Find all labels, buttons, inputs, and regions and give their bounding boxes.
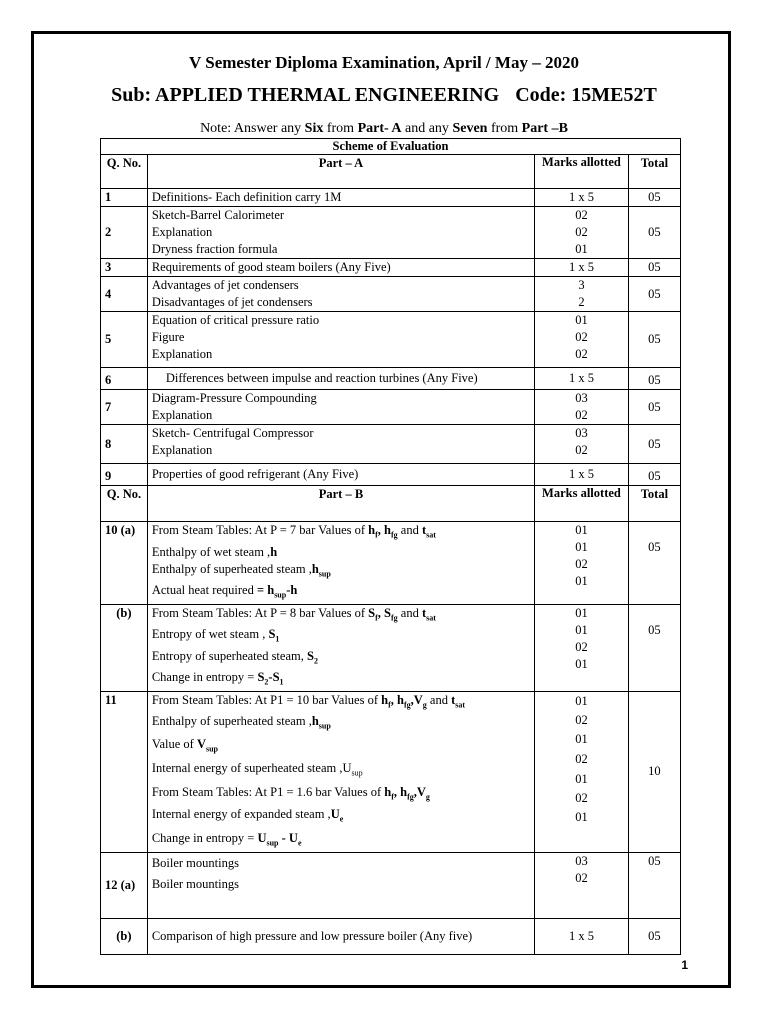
col-header-total-b: Total xyxy=(628,486,680,522)
q-number: 3 xyxy=(101,259,148,277)
total-cell: 05 xyxy=(628,277,680,312)
q-number: 10 (a) xyxy=(101,522,148,605)
total-cell: 05 xyxy=(628,853,680,919)
table-row xyxy=(101,604,681,691)
q-number: 5 xyxy=(101,312,148,368)
question-items: Definitions- Each definition carry 1M xyxy=(147,189,534,207)
table-row xyxy=(101,853,681,919)
total-cell: 05 xyxy=(628,368,680,390)
marks-cell: 02 02 01 xyxy=(535,207,629,259)
table-row xyxy=(101,425,681,464)
total-cell: 05 xyxy=(628,522,680,605)
q-number: 4 xyxy=(101,277,148,312)
question-items: From Steam Tables: At P = 8 bar Values of $S_f$, $S_{fg}$ and $t_{sat}$ Entropy of wet steam , $S_1$ Entropy of superheated steam, $S_2$ Change in entropy = $S_2-S_1$ xyxy=(147,604,534,691)
col-header-qno-b: Q. No. xyxy=(101,486,148,522)
marks-cell: 01 02 02 xyxy=(535,312,629,368)
table-row xyxy=(101,259,681,277)
question-items: Advantages of jet condensers Disadvantages of jet condensers xyxy=(147,277,534,312)
subject-code: Code: 15ME52T xyxy=(515,84,657,106)
subject-title xyxy=(0,84,768,107)
table-row xyxy=(101,691,681,853)
total-cell: 05 xyxy=(628,604,680,691)
total-cell: 05 xyxy=(628,390,680,425)
total-cell: 05 xyxy=(628,464,680,486)
question-items: Boiler mountings Boiler mountings xyxy=(147,853,534,919)
q-number: 2 xyxy=(101,207,148,259)
q-number: 1 xyxy=(101,189,148,207)
q-number: 7 xyxy=(101,390,148,425)
marks-cell: 01 02 01 02 01 02 01 xyxy=(535,691,629,853)
page-number: 1 xyxy=(681,958,688,972)
q-number: 9 xyxy=(101,464,148,486)
total-cell: 10 xyxy=(628,691,680,853)
total-cell: 05 xyxy=(628,207,680,259)
total-cell: 05 xyxy=(628,425,680,464)
subject-name: Sub: APPLIED THERMAL ENGINEERING xyxy=(111,84,500,106)
marks-cell: 1 x 5 xyxy=(535,259,629,277)
total-cell: 05 xyxy=(628,919,680,955)
marks-cell: 01 01 02 01 xyxy=(535,604,629,691)
col-header-marks: Marks allotted xyxy=(535,155,629,189)
col-header-qno: Q. No. xyxy=(101,155,148,189)
question-items: Differences between impulse and reaction turbines (Any Five) xyxy=(147,368,534,390)
question-items: Sketch- Centrifugal Compressor Explanation xyxy=(147,425,534,464)
table-row xyxy=(101,522,681,605)
q-number: (b) xyxy=(101,604,148,691)
marks-cell: 03 02 xyxy=(535,425,629,464)
part-a-rows xyxy=(101,189,681,486)
table-row xyxy=(101,277,681,312)
marks-cell: 3 2 xyxy=(535,277,629,312)
scheme-table xyxy=(100,138,681,955)
q-number: 8 xyxy=(101,425,148,464)
table-row xyxy=(101,368,681,390)
exam-title: V Semester Diploma Examination, April / May – 2020 xyxy=(189,53,579,72)
question-items: Properties of good refrigerant (Any Five) xyxy=(147,464,534,486)
instruction-note: Note: Answer any Six from Part- A and any Seven from Part –B xyxy=(200,121,568,136)
table-row xyxy=(101,189,681,207)
col-header-part-a: Part – A xyxy=(147,155,534,189)
question-items: Requirements of good steam boilers (Any Five) xyxy=(147,259,534,277)
q-number: 12 (a) xyxy=(101,853,148,919)
question-items: Diagram-Pressure Compounding Explanation xyxy=(147,390,534,425)
marks-cell: 1 x 5 xyxy=(535,368,629,390)
scheme-heading: Scheme of Evaluation xyxy=(101,139,681,155)
col-header-part-b: Part – B xyxy=(147,486,534,522)
question-items: Comparison of high pressure and low pressure boiler (Any five) xyxy=(147,919,534,955)
question-items: Sketch-Barrel Calorimeter Explanation Dryness fraction formula xyxy=(147,207,534,259)
table-row xyxy=(101,312,681,368)
table-row xyxy=(101,464,681,486)
col-header-total: Total xyxy=(628,155,680,189)
question-items: From Steam Tables: At P1 = 10 bar Values of $h_f$, $h_{fg},V_g$ and $t_{sat}$ Enthalpy of superheated steam $,h_{sup}$ Value of $V_{sup}$ Internal energy of superheated steam $,U_{sup}$ From Steam Tables: At P1 = 1.6 bar Values of $h_f$, $h_{fg},V_g$ Internal energy of expanded steam $,U_e$ Change in entropy = $U_{sup} - U_e$ xyxy=(147,691,534,853)
question-items: From Steam Tables: At P = 7 bar Values of $h_f$, $h_{fg}$ and $t_{sat}$ Enthalpy of wet steam ,h Enthalpy of superheated steam $,h_{sup}$ Actual heat required = $h_{sup}-h$ xyxy=(147,522,534,605)
total-cell: 05 xyxy=(628,259,680,277)
question-items: Equation of critical pressure ratio Figure Explanation xyxy=(147,312,534,368)
col-header-marks-b: Marks allotted xyxy=(535,486,629,522)
table-row xyxy=(101,919,681,955)
marks-cell: 01 01 02 01 xyxy=(535,522,629,605)
table-row xyxy=(101,390,681,425)
total-cell: 05 xyxy=(628,312,680,368)
table-row xyxy=(101,207,681,259)
marks-cell: 1 x 5 xyxy=(535,919,629,955)
marks-cell: 1 x 5 xyxy=(535,464,629,486)
q-number: 6 xyxy=(101,368,148,390)
q-number: (b) xyxy=(101,919,148,955)
q-number: 11 xyxy=(101,691,148,853)
total-cell: 05 xyxy=(628,189,680,207)
marks-cell: 1 x 5 xyxy=(535,189,629,207)
marks-cell: 03 02 xyxy=(535,853,629,919)
marks-cell: 03 02 xyxy=(535,390,629,425)
